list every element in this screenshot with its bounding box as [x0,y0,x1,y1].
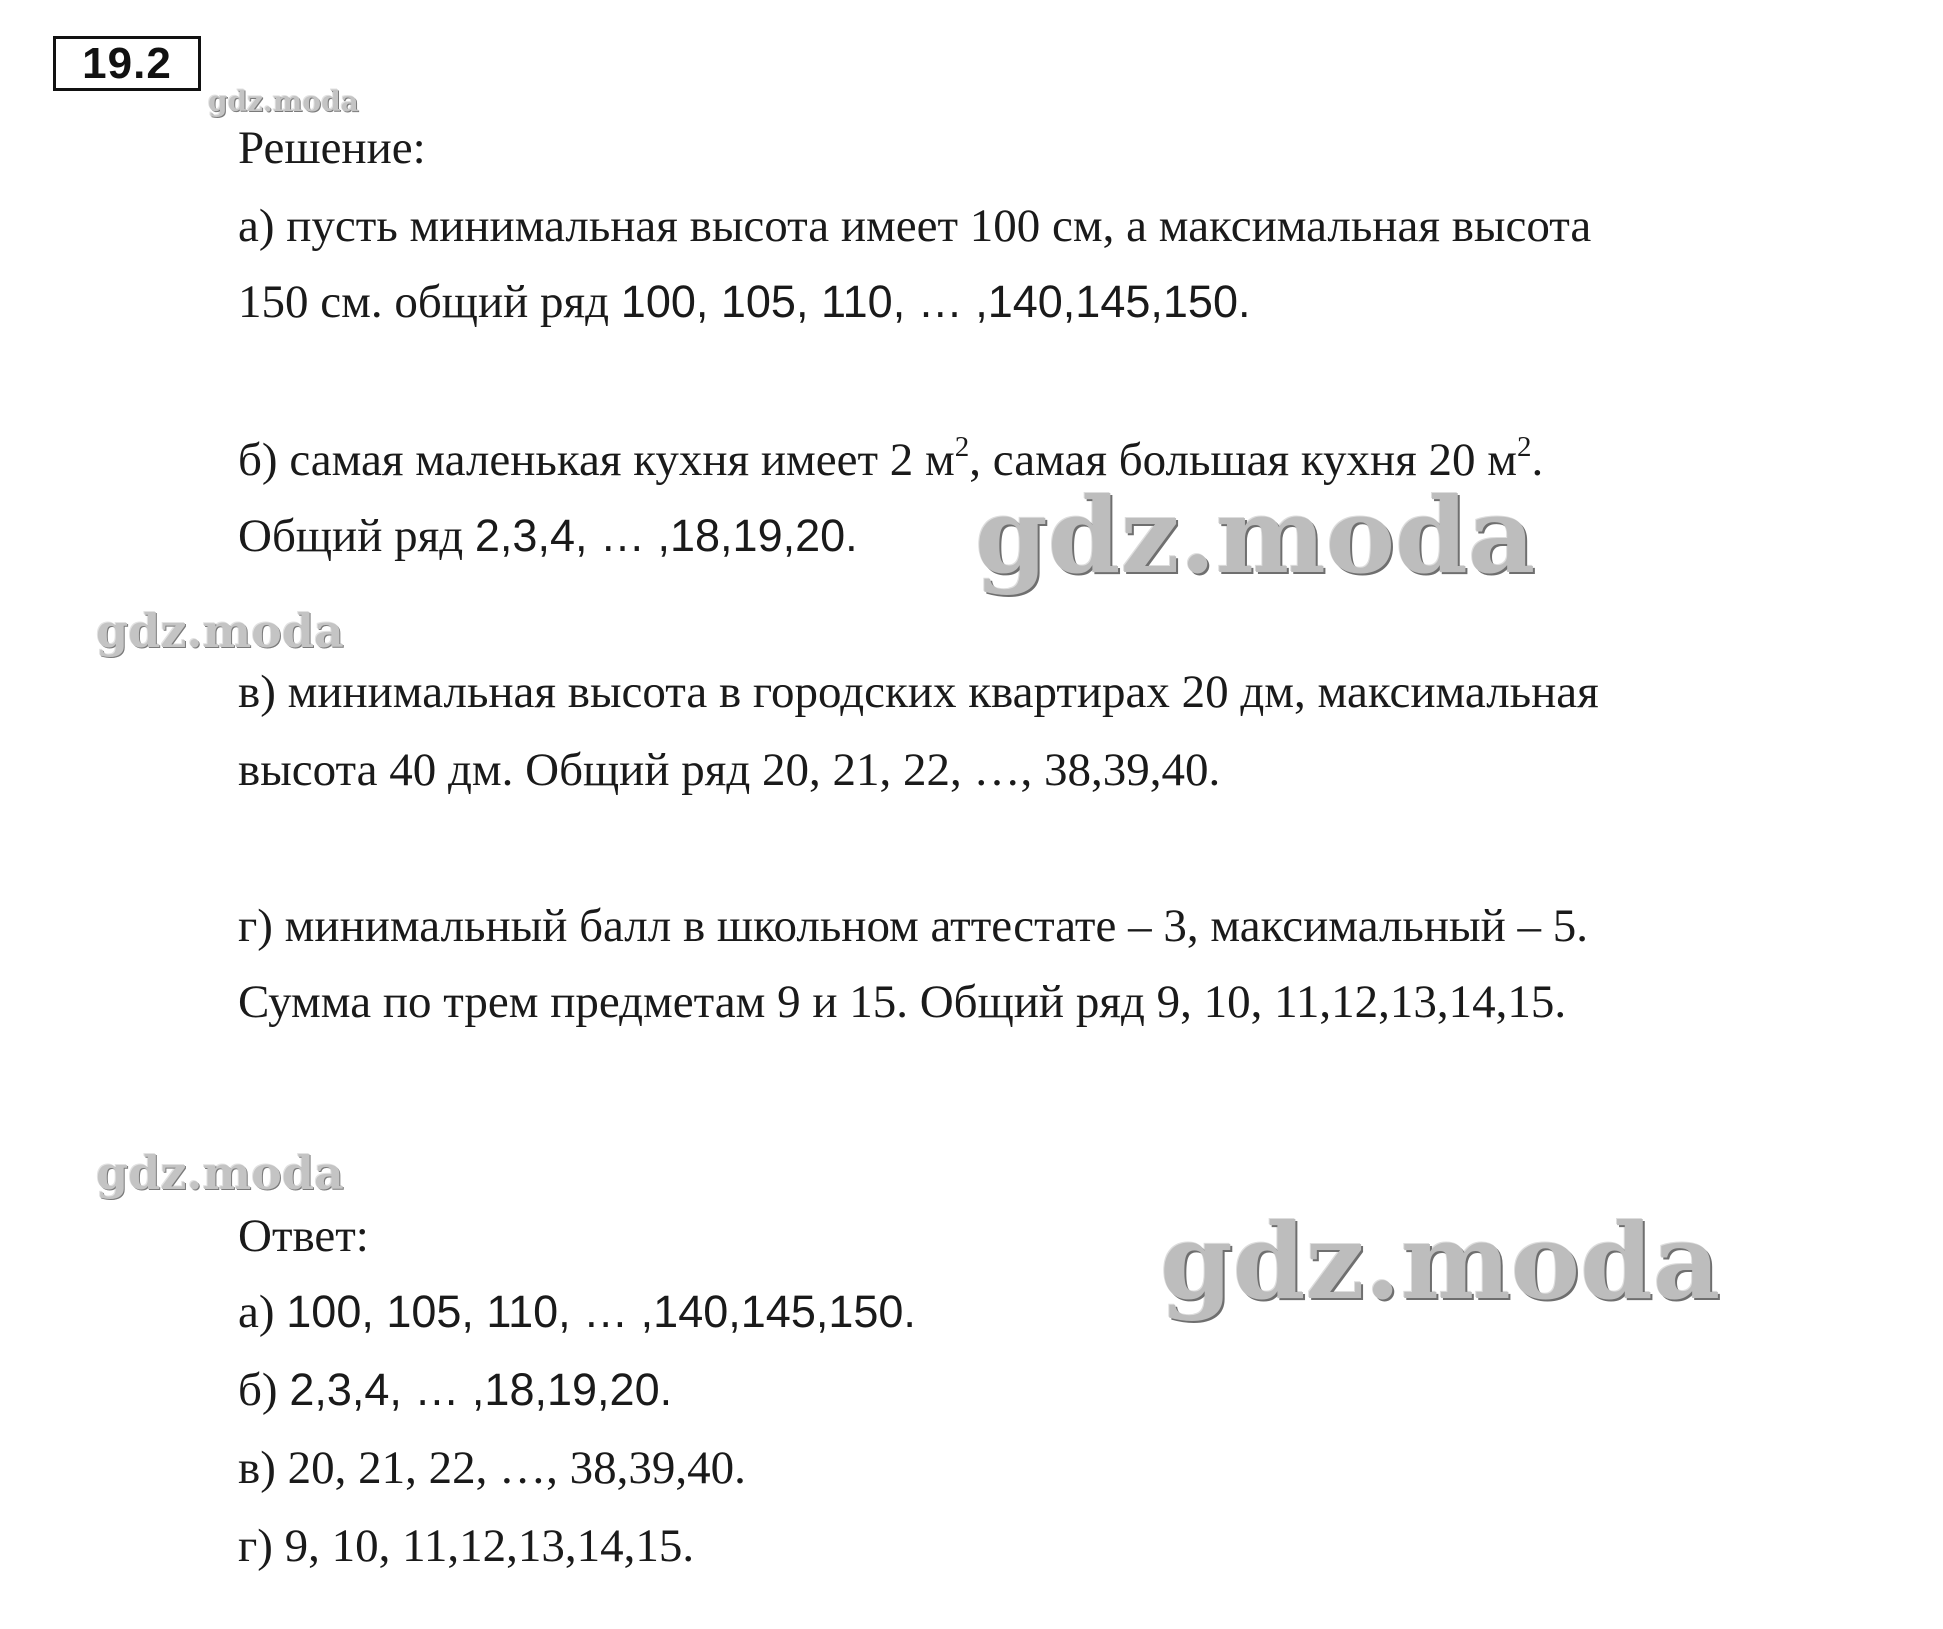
superscript-squared: 2 [1517,431,1532,463]
answer-v: в) 20, 21, 22, …, 38,39,40. [238,1442,746,1494]
solution-a-series: 100, 105, 110, … ,140,145,150. [620,276,1251,327]
answer-b [238,1362,672,1418]
answer-a-prefix: а) [238,1286,287,1338]
solution-v-line2: высота 40 дм. Общий ряд 20, 21, 22, …, 38,39,40. [238,744,1221,796]
solution-b-end: . [1531,434,1544,486]
watermark-large: gdz.moda [1160,1200,1721,1323]
answer-b-series: 2,3,4, … ,18,19,20. [289,1364,673,1415]
solution-b-line2 [238,508,858,564]
answer-heading: Ответ: [238,1210,369,1262]
problem-number: 19.2 [53,36,201,91]
answer-a-series: 100, 105, 110, … ,140,145,150. [286,1286,916,1337]
watermark-small-top: gdz.moda [208,85,359,118]
solution-b-series: 2,3,4, … ,18,19,20. [474,510,858,561]
solution-g-line2: Сумма по трем предметам 9 и 15. Общий ряд 9, 10, 11,12,13,14,15. [238,976,1567,1028]
solution-heading: Решение: [238,122,426,174]
superscript-squared: 2 [954,431,970,463]
watermark-medium: gdz.moda [96,1146,344,1200]
watermark-large: gdz.moda [975,474,1536,597]
solution-v-line1: в) минимальная высота в городских квартирах 20 дм, максимальная [238,666,1599,718]
solution-a-line2-text: 150 см. общий ряд [238,276,621,328]
solution-a-line2 [238,274,1250,330]
solution-g-line1: г) минимальный балл в школьном аттестате – 3, максимальный – 5. [238,900,1588,952]
watermark-medium: gdz.moda [96,604,344,658]
answer-g: г) 9, 10, 11,12,13,14,15. [238,1520,695,1572]
answer-b-prefix: б) [238,1364,290,1416]
solution-a-line1: а) пусть минимальная высота имеет 100 см, а максимальная высота [238,200,1592,252]
solution-b-part1: б) самая маленькая кухня имеет 2 м [238,434,955,486]
answer-a [238,1284,916,1340]
solution-b-part2: , самая большая кухня 20 м [969,434,1518,486]
solution-b-line2-text: Общий ряд [238,510,475,562]
